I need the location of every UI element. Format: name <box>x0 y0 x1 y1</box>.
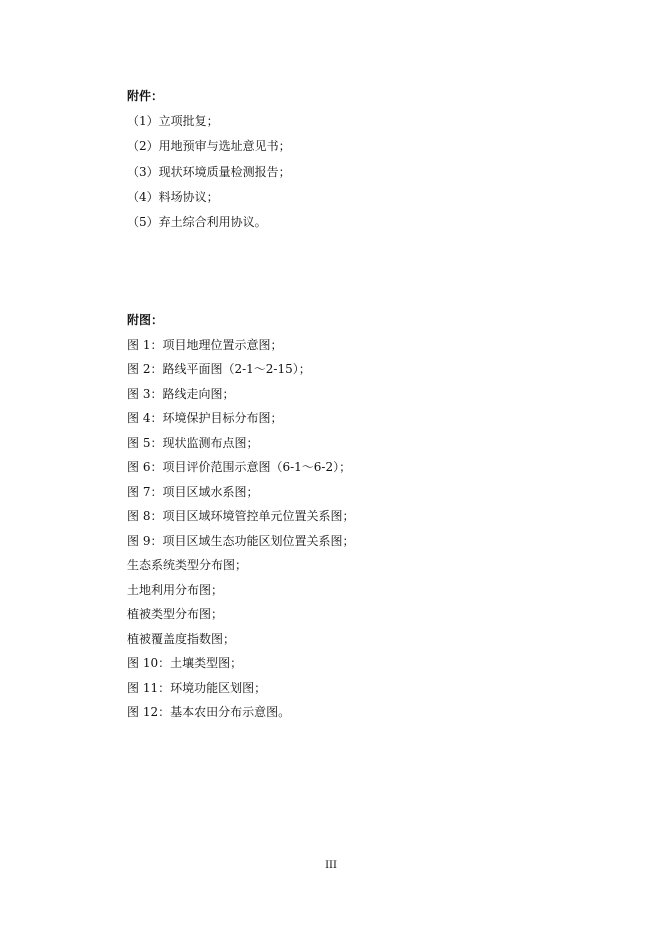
attachment-item: （5）弃土综合利用协议。 <box>127 214 267 229</box>
figure-item: 图 9：项目区域生态功能区划位置关系图； <box>127 533 355 548</box>
figure-item: 图 1：项目地理位置示意图； <box>127 337 283 352</box>
attachment-item: （3）现状环境质量检测报告； <box>127 164 291 179</box>
figure-item: 图 12：基本农田分布示意图。 <box>127 705 291 719</box>
figure-item: 生态系统类型分布图； <box>127 558 248 572</box>
figure-item: 植被覆盖度指数图； <box>127 631 236 646</box>
figures-section <box>127 308 354 725</box>
attachment-item: （4）料场协议； <box>127 189 219 204</box>
figure-item: 图 10：土壤类型图； <box>127 656 243 670</box>
attachments-heading: 附件： <box>127 89 164 103</box>
figure-item: 图 5：现状监测布点图； <box>127 435 259 450</box>
figure-item: 图 4：环境保护目标分布图； <box>127 411 283 425</box>
figure-item: 图 6：项目评价范围示意图（6-1～6-2）； <box>127 460 352 474</box>
figure-item: 图 2：路线平面图（2-1～2-15）； <box>127 362 311 376</box>
attachments-section <box>127 84 291 235</box>
figure-item: 土地利用分布图； <box>127 582 224 597</box>
attachment-item: （2）用地预审与选址意见书； <box>127 139 291 154</box>
figure-item: 植被类型分布图； <box>127 607 224 621</box>
figure-item: 图 3：路线走向图； <box>127 386 235 401</box>
figure-item: 图 7：项目区域水系图； <box>127 484 259 499</box>
figures-heading: 附图： <box>127 313 164 327</box>
attachment-item: （1）立项批复； <box>127 114 219 129</box>
page-number: III <box>325 860 337 871</box>
figure-item: 图 8：项目区域环境管控单元位置关系图； <box>127 509 355 523</box>
figure-item: 图 11：环境功能区划图； <box>127 680 267 695</box>
